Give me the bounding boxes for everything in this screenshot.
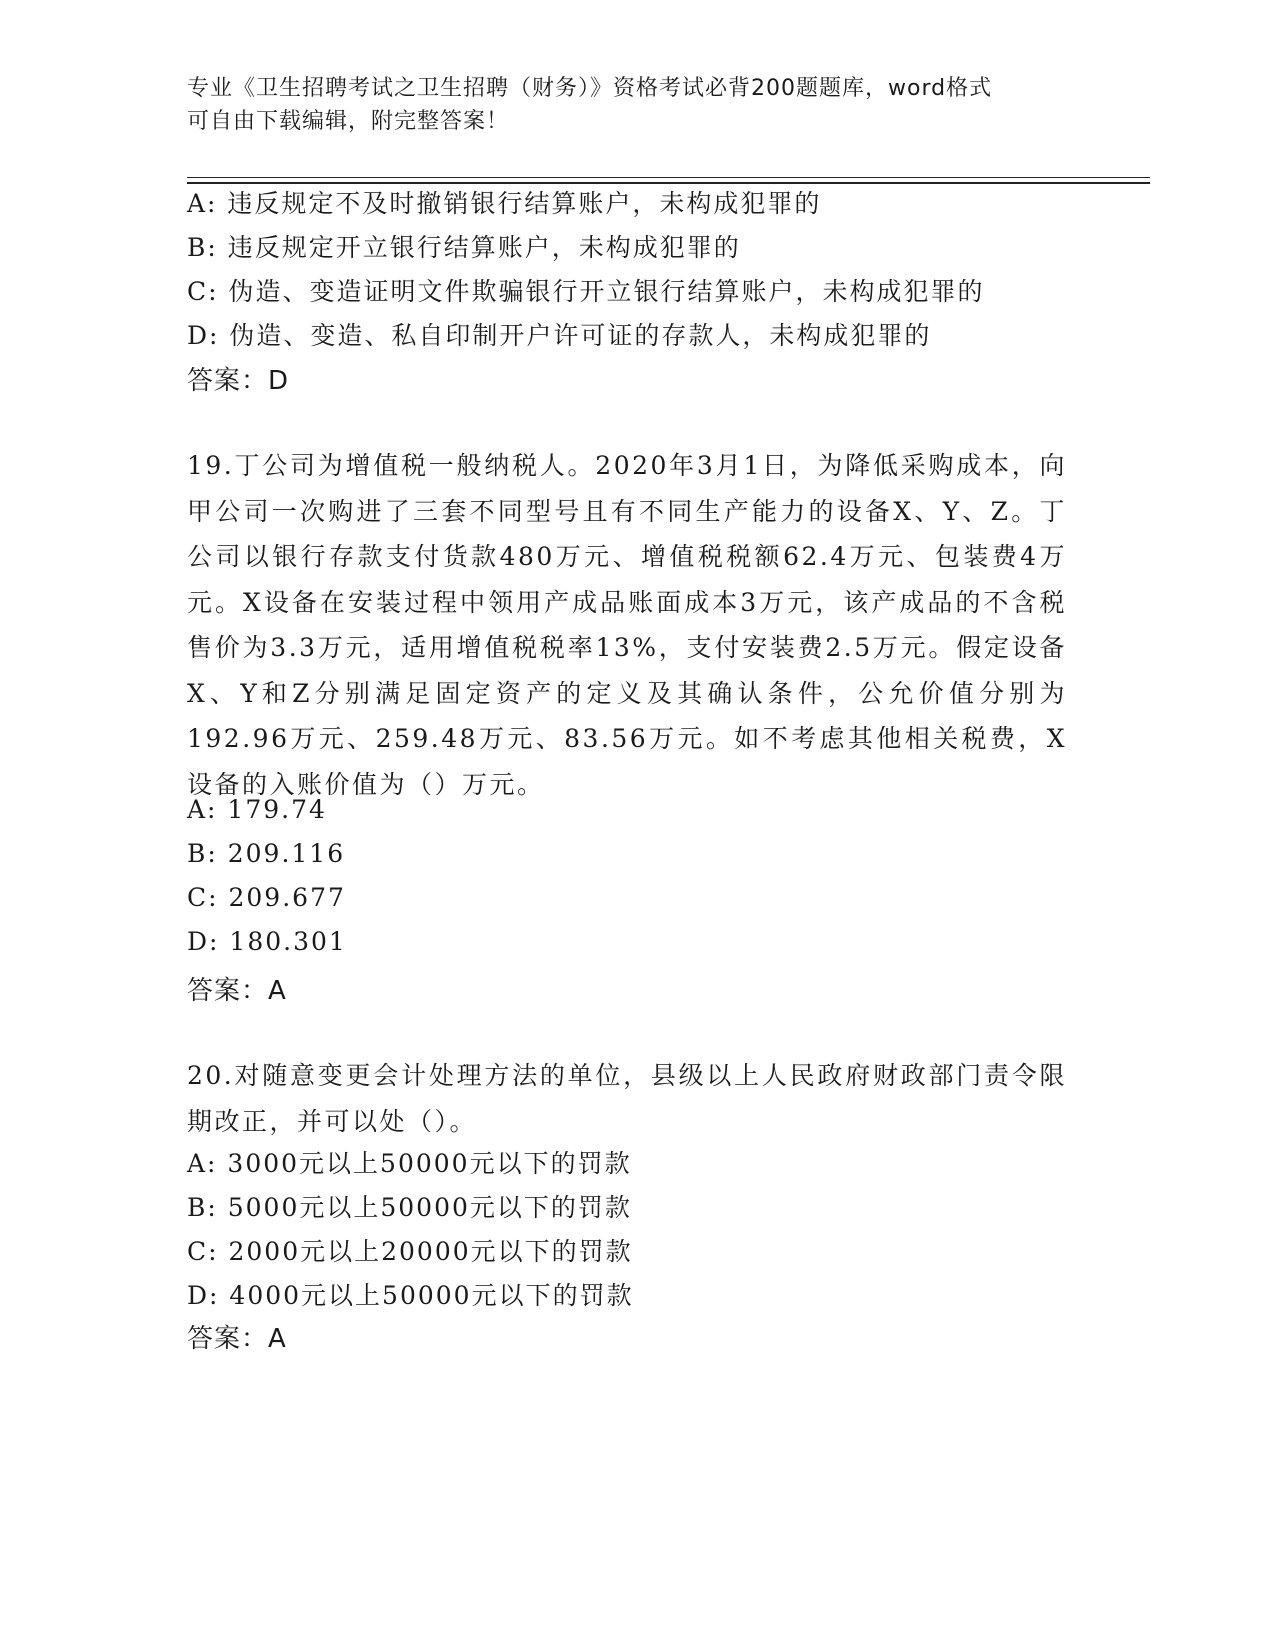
q19-answer: 答案：A <box>187 976 287 1006</box>
q18-option-a: A: 违反规定不及时撤销银行结算账户，未构成犯罪的 <box>187 189 822 218</box>
header-divider <box>187 177 1150 184</box>
q18-option-c: C: 伪造、变造证明文件欺骗银行开立银行结算账户，未构成犯罪的 <box>187 277 985 306</box>
q19-option-c: C: 209.677 <box>187 883 346 912</box>
header-title-line-1: 专业《卫生招聘考试之卫生招聘（财务）》资格考试必背200题题库，word格式 <box>187 76 993 101</box>
q20-option-d: D: 4000元以上50000元以下的罚款 <box>187 1281 634 1310</box>
q19-option-b: B: 209.116 <box>187 839 346 868</box>
q19-option-a: A: 179.74 <box>187 795 327 824</box>
q20-option-a: A: 3000元以上50000元以下的罚款 <box>187 1149 632 1178</box>
q18-option-d: D: 伪造、变造、私自印制开户许可证的存款人，未构成犯罪的 <box>187 321 932 350</box>
q20-answer: 答案：A <box>187 1324 287 1354</box>
header-title-line-2: 可自由下载编辑，附完整答案！ <box>187 109 510 134</box>
q18-option-b: B: 违反规定开立银行结算账户，未构成犯罪的 <box>187 233 741 262</box>
q19-stem: 19.丁公司为增值税一般纳税人。2020年3月1日，为降低采购成本，向甲公司一次购进了三套不同型号且有不同生产能力的设备X、Y、Z。丁公司以银行存款支付货款480万元、增值税税额62.4万元、包装费4万元。X设备在安装过程中领用产成品账面成本3万元，该产成品的不含税售价为3.3万元，适用增值税税率13%，支付安装费2.5万元。假定设备X、Y和Z分别满足固定资产的定义及其确认条件，公允价值分别为192.96万元、259.48万元、83.56万元。如不考虑其他相关税费，X设备的入账价值为（）万元。 <box>187 451 1067 799</box>
document-header <box>187 72 1067 138</box>
q20-stem: 20.对随意变更会计处理方法的单位，县级以上人民政府财政部门责令限期改正，并可以处（）。 <box>187 1061 1067 1136</box>
q20-option-c: C: 2000元以上20000元以下的罚款 <box>187 1237 633 1266</box>
q19-option-d: D: 180.301 <box>187 927 347 956</box>
q18-answer: 答案：D <box>187 366 290 396</box>
q20-option-b: B: 5000元以上50000元以下的罚款 <box>187 1193 632 1222</box>
